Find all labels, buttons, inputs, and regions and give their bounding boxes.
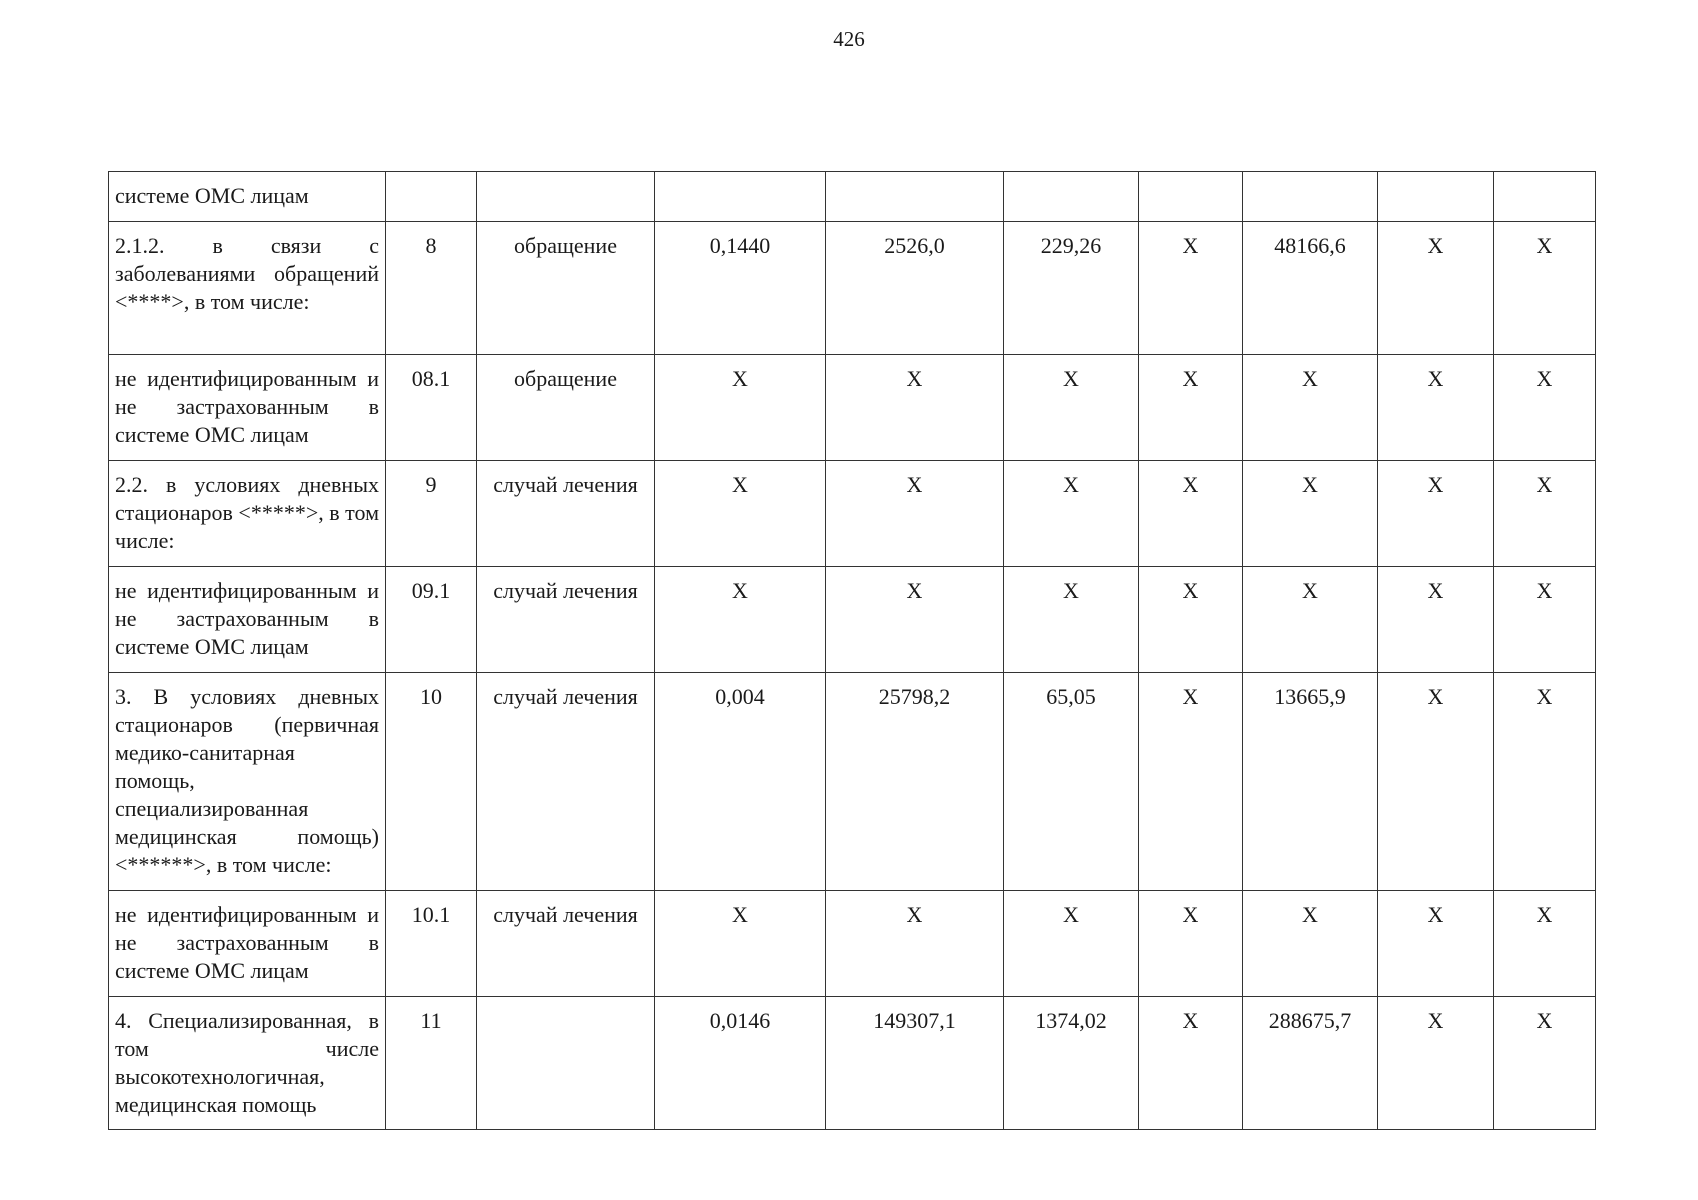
value-cell: 288675,7 [1243, 997, 1378, 1130]
row-number-cell: 10 [386, 673, 477, 891]
value-cell: Х [1139, 673, 1243, 891]
value-cell: Х [1378, 673, 1494, 891]
unit-cell: обращение [477, 355, 655, 461]
value-cell: 0,1440 [655, 222, 826, 355]
value-cell: 0,004 [655, 673, 826, 891]
table-row [109, 891, 1596, 997]
value-cell: Х [1243, 891, 1378, 997]
value-cell: Х [1378, 997, 1494, 1130]
row-number-cell: 10.1 [386, 891, 477, 997]
row-number-cell: 9 [386, 461, 477, 567]
table-row [109, 222, 1596, 355]
unit-cell: случай лечения [477, 461, 655, 567]
value-cell: Х [1139, 355, 1243, 461]
value-cell: Х [655, 891, 826, 997]
row-name-cell: не идентифицированным и не застрахованным в системе ОМС лицам [109, 891, 386, 997]
unit-cell [477, 172, 655, 222]
value-cell: Х [655, 461, 826, 567]
value-cell: Х [1243, 567, 1378, 673]
value-cell: Х [1378, 891, 1494, 997]
value-cell: Х [1494, 222, 1596, 355]
row-number-cell: 08.1 [386, 355, 477, 461]
row-name-cell: 4. Специализированная, в том числе высокотехнологичная, медицинская помощь [109, 997, 386, 1130]
table-row [109, 172, 1596, 222]
table-row [109, 461, 1596, 567]
table-row [109, 673, 1596, 891]
value-cell: Х [1139, 222, 1243, 355]
row-number-cell: 09.1 [386, 567, 477, 673]
value-cell: Х [826, 461, 1004, 567]
row-name-cell: 2.1.2. в связи с заболеваниями обращений <****>, в том числе: [109, 222, 386, 355]
value-cell [655, 172, 826, 222]
value-cell: Х [826, 355, 1004, 461]
value-cell: Х [1243, 355, 1378, 461]
value-cell: 25798,2 [826, 673, 1004, 891]
value-cell: Х [1004, 461, 1139, 567]
unit-cell: случай лечения [477, 567, 655, 673]
value-cell: Х [655, 355, 826, 461]
row-name-cell: не идентифицированным и не застрахованным в системе ОМС лицам [109, 355, 386, 461]
value-cell: Х [826, 891, 1004, 997]
page-number: 426 [833, 27, 865, 51]
unit-cell: обращение [477, 222, 655, 355]
value-cell [1139, 172, 1243, 222]
value-cell: Х [1139, 567, 1243, 673]
value-cell: 0,0146 [655, 997, 826, 1130]
row-number-cell: 11 [386, 997, 477, 1130]
value-cell: Х [1243, 461, 1378, 567]
row-name-cell: 2.2. в условиях дневных стационаров <*****>, в том числе: [109, 461, 386, 567]
value-cell: Х [1378, 222, 1494, 355]
value-cell [1004, 172, 1139, 222]
row-number-cell: 8 [386, 222, 477, 355]
row-name-cell: системе ОМС лицам [109, 172, 386, 222]
value-cell [1378, 172, 1494, 222]
table-row [109, 355, 1596, 461]
value-cell: 229,26 [1004, 222, 1139, 355]
value-cell [1494, 172, 1596, 222]
row-name-cell: не идентифицированным и не застрахованным в системе ОМС лицам [109, 567, 386, 673]
value-cell: Х [1004, 891, 1139, 997]
value-cell: 149307,1 [826, 997, 1004, 1130]
value-cell: Х [1004, 355, 1139, 461]
value-cell: Х [1494, 567, 1596, 673]
table-row [109, 567, 1596, 673]
value-cell: Х [1004, 567, 1139, 673]
unit-cell [477, 997, 655, 1130]
value-cell: Х [1494, 673, 1596, 891]
value-cell: 13665,9 [1243, 673, 1378, 891]
value-cell: Х [1494, 891, 1596, 997]
value-cell: Х [1378, 567, 1494, 673]
unit-cell: случай лечения [477, 673, 655, 891]
value-cell: 65,05 [1004, 673, 1139, 891]
value-cell: Х [1139, 997, 1243, 1130]
unit-cell: случай лечения [477, 891, 655, 997]
value-cell: Х [1139, 461, 1243, 567]
value-cell: Х [655, 567, 826, 673]
row-name-cell: 3. В условиях дневных стационаров (первичная медико-санитарная помощь, специализированная медицинская помощь) <******>, в том числе: [109, 673, 386, 891]
value-cell: Х [1139, 891, 1243, 997]
value-cell: Х [1494, 355, 1596, 461]
row-number-cell [386, 172, 477, 222]
value-cell: 1374,02 [1004, 997, 1139, 1130]
value-cell: Х [826, 567, 1004, 673]
value-cell: Х [1494, 997, 1596, 1130]
value-cell [1243, 172, 1378, 222]
value-cell: Х [1494, 461, 1596, 567]
value-cell: Х [1378, 461, 1494, 567]
data-table [108, 171, 1596, 1130]
value-cell: 2526,0 [826, 222, 1004, 355]
value-cell: Х [1378, 355, 1494, 461]
value-cell: 48166,6 [1243, 222, 1378, 355]
table-row [109, 997, 1596, 1130]
value-cell [826, 172, 1004, 222]
